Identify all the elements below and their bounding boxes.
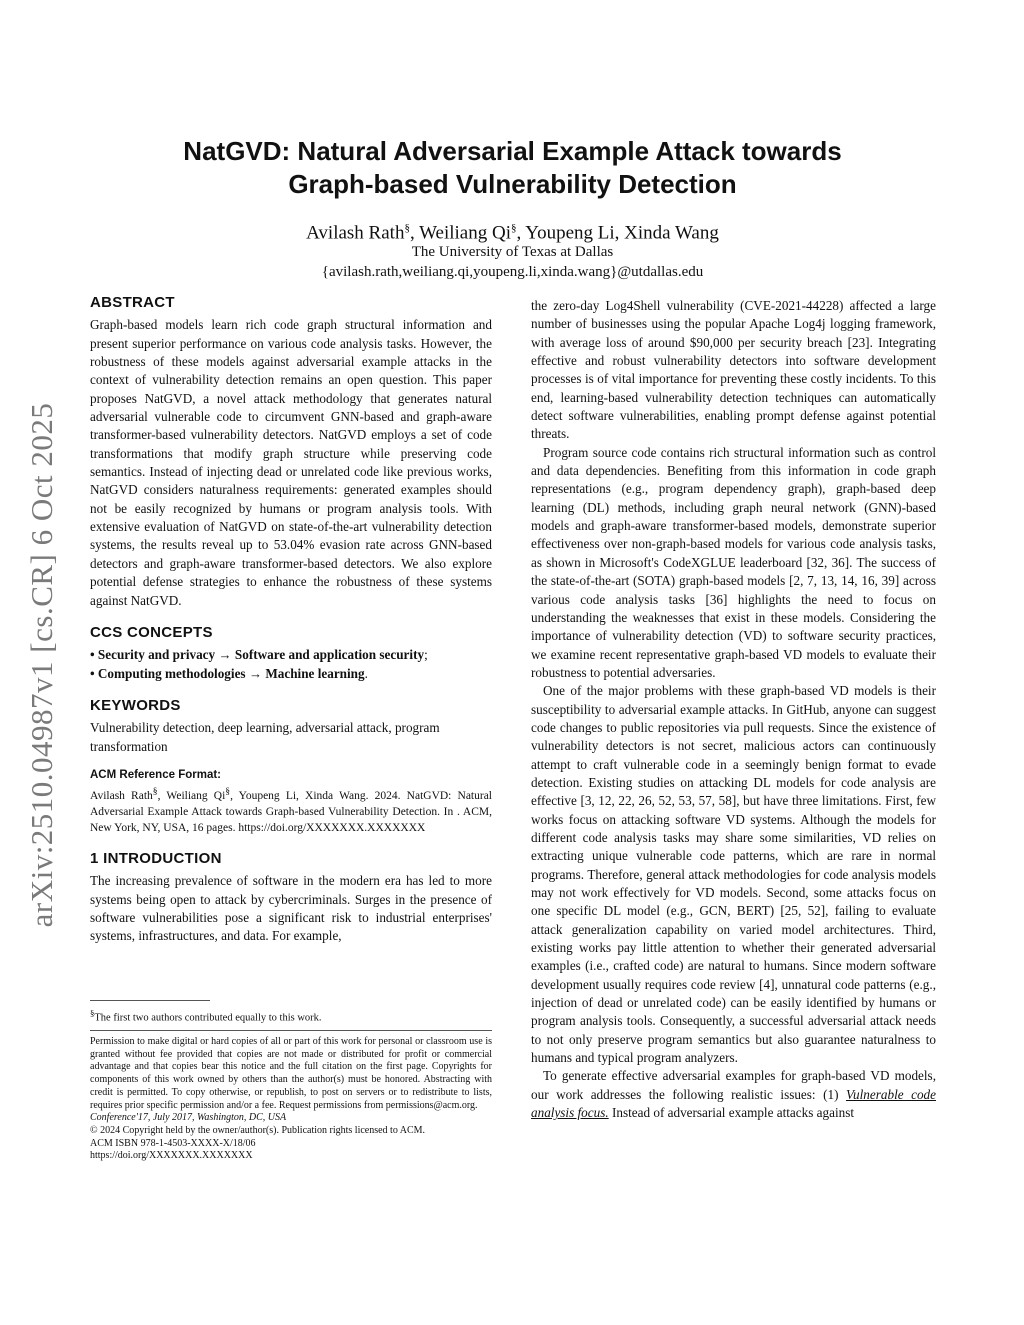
right-column (531, 297, 936, 1122)
author-2-mark: § (511, 222, 517, 234)
copyright-line: © 2024 Copyright held by the owner/author(s). Publication rights licensed to ACM. (90, 1124, 426, 1136)
footnote-mark: § (90, 1008, 95, 1018)
footnote-text: The first two authors contributed equally to this work. (94, 1012, 322, 1024)
ccs-heading: CCS CONCEPTS (90, 623, 213, 641)
right-p4-tail: Instead of adversarial example attacks against (608, 1105, 854, 1121)
right-paragraph-3: One of the major problems with these graph-based VD models is their susceptibility to adversarial example attacks. In GitHub, anyone can suggest code changes to public repositories via pull requests. Since the existence of vulnerability detectors is not secret, malicious actors can continuously attempt to craft vulnerable code in a seemingly benign format to evade detection. Existing studies on attacking DL models for code analysis are effective [3, 12, 22, 26, 52, 53, 57, 58], but have three limitations. First, few works focus on attacking software VD systems. Although the models for different code analysis tasks may share some similarities, VD relies on extracting unique vulnerable code patterns, which are rare in normal programs. Therefore, general attack methodologies for code analysis models may not work effectively for VD models. Second, some attacks focus on one specific DL model (e.g., GCN, BERT) [25, 52], failing to evaluate attack generalization capability on varied model architectures. Third, existing works pay little attention to whether their generated adversarial examples (i.e., crafted code) are natural to humans. Since modern software development usually requires code review [4], unnatural code patterns (e.g., injection of dead or unrelated code) can be easily identified by humans or program analysis tools. Consequently, a successful adversarial attack needs to not only preserve program semantics but also guarantee naturalness to humans and typical program analyzers. (531, 683, 936, 1066)
title-line-1: NatGVD: Natural Adversarial Example Attack towards (183, 136, 842, 166)
right-p4-lead: To generate effective adversarial examples for graph-based VD models, our work addresses the following realistic issues: (1) (531, 1068, 936, 1102)
abstract-heading: ABSTRACT (90, 294, 175, 311)
acm-reference-text (90, 784, 492, 836)
keywords-text: Vulnerability detection, deep learning, adversarial attack, program transformation (90, 720, 440, 754)
right-paragraph-1: the zero-day Log4Shell vulnerability (CVE-2021-44228) affected a large number of businesses using the popular Apache Log4j logging framework, with average loss of around $90,000 per security breach [23]. Integrating effective and robust vulnerability detectors into software development processes is of vital importance for preventing these costly incidents. To this end, learning-based vulnerability detection techniques can automatically detect software vulnerabilities, enabling prompt defense against potential threats. (531, 298, 936, 442)
footnote (90, 1006, 492, 1026)
permission-block (90, 1036, 492, 1163)
ccs-item-1-concept: • Security and privacy → Software and application security (90, 647, 425, 663)
ccs-item-1 (90, 646, 492, 664)
paper-title (90, 135, 935, 201)
ccs-item-2-concept: • Computing methodologies → Machine learning (90, 665, 365, 681)
permission-text: Permission to make digital or hard copies of all or part of this work for personal or classroom use is granted without fee provided that copies are not made or distributed for profit or commercial advantage and that copies bear this notice and the full citation on the first page. Copyrights for components of this work owned by others than the author(s) must be honored. Abstracting with credit is permitted. To copy otherwise, or republish, to post on servers or to redistribute to lists, requires prior specific permission and/or a fee. Request permissions from permissions@acm.org. (90, 1036, 492, 1111)
left-column (90, 294, 492, 946)
author-rest: , Youpeng Li, Xinda Wang (516, 222, 719, 244)
permission-rule (90, 1030, 492, 1031)
author-list (90, 216, 935, 245)
intro-paragraph-1: The increasing prevalence of software in the modern era has led to more systems being open to attack by cybercriminals. Surges in the presence of software vulnerabilities pose a significant risk to industrial enterprises' systems, infrastructures, and data. For example, (90, 873, 492, 944)
right-paragraph-4 (531, 1067, 936, 1122)
arxiv-identifier: arXiv:2510.04987v1 [cs.CR] 6 Oct 2025 (24, 402, 59, 928)
author-1-mark: § (404, 222, 410, 234)
isbn-line: ACM ISBN 978-1-4503-XXXX-X/18/06 (90, 1137, 256, 1149)
acm-ref-mark-2: § (225, 786, 231, 798)
affiliation: The University of Texas at Dallas (411, 244, 614, 260)
title-line-2: Graph-based Vulnerability Detection (288, 169, 737, 199)
ccs-item-2 (90, 665, 492, 683)
acm-ref-rest: , Youpeng Li, Xinda Wang. 2024. NatGVD: Natural Adversarial Example Attack towards Graph-based Vulnerability Detection. In . ACM, New York, NY, USA, 16 pages. https://doi.org/XXXXXXX.XXXXXXX (90, 790, 492, 835)
acm-ref-author-2: , Weiliang Qi (157, 790, 226, 803)
ccs-item-2-punct: . (364, 665, 368, 681)
footnote-rule (90, 1000, 210, 1001)
author-emails: {avilash.rath,weiliang.qi,youpeng.li,xinda.wang}@utdallas.edu (321, 264, 704, 280)
introduction-heading: 1 INTRODUCTION (90, 850, 222, 868)
acm-ref-author-1: Avilash Rath (90, 790, 153, 803)
arxiv-stamp (22, 380, 62, 950)
keywords-heading: KEYWORDS (90, 696, 181, 714)
acm-reference-heading: ACM Reference Format: (90, 768, 221, 781)
conference-info: Conference'17, July 2017, Washington, DC, USA (90, 1112, 287, 1124)
ccs-item-1-punct: ; (424, 647, 428, 663)
right-paragraph-2: Program source code contains rich structural information such as control and data dependencies. Benefiting from this information in code graph representations (e.g., program dependency graph), graph-based deep learning (DL) methods, including graph neural network (GNN)-based models and graph-aware transformer-based models, demonstrate superior effectiveness over non-graph-based models for various code analysis tasks, as shown in Microsoft's CodeXGLUE leaderboard [32, 36]. The success of the state-of-the-art (SOTA) graph-based models [2, 7, 13, 14, 16, 39] across various code analysis tasks [36] highlights the need to focus on understanding the weaknesses that exist in these models. Considering the importance of vulnerability detection (VD) to software security practices, we examine recent representative graph-based VD models to evaluate their robustness to potential adversaries. (531, 444, 936, 680)
author-1: Avilash Rath (306, 222, 405, 244)
author-separator: , (409, 222, 420, 244)
right-p4-emphasis: Vulnerable code analysis focus. (531, 1086, 936, 1121)
abstract-text: Graph-based models learn rich code graph structural information and present superior performance on various code analysis tasks. However, the robustness of these models against adversarial example attacks in the context of vulnerability detection remains an open question. This paper proposes NatGVD, a novel attack methodology that generates natural adversarial vulnerable code to circumvent GNN-based and graph-aware transformer-based vulnerability detectors. NatGVD employs a set of code transformations that modify graph structure while preserving code semantics. Instead of injecting dead or unrelated code like previous works, NatGVD considers naturalness requirements: generated examples should not be easily recognized by humans or program analysis tools. With extensive evaluation of NatGVD on state-of-the-art vulnerability detection systems, the results reveal up to 53.04% evasion rate across GNN-based detectors and graph-aware transformer-based detectors. We also explore potential defense strategies to enhance the robustness of these systems against NatGVD. (90, 317, 492, 608)
author-2: Weiliang Qi (419, 222, 511, 244)
doi-line: https://doi.org/XXXXXXX.XXXXXXX (90, 1150, 253, 1162)
acm-ref-mark-1: § (152, 786, 158, 798)
